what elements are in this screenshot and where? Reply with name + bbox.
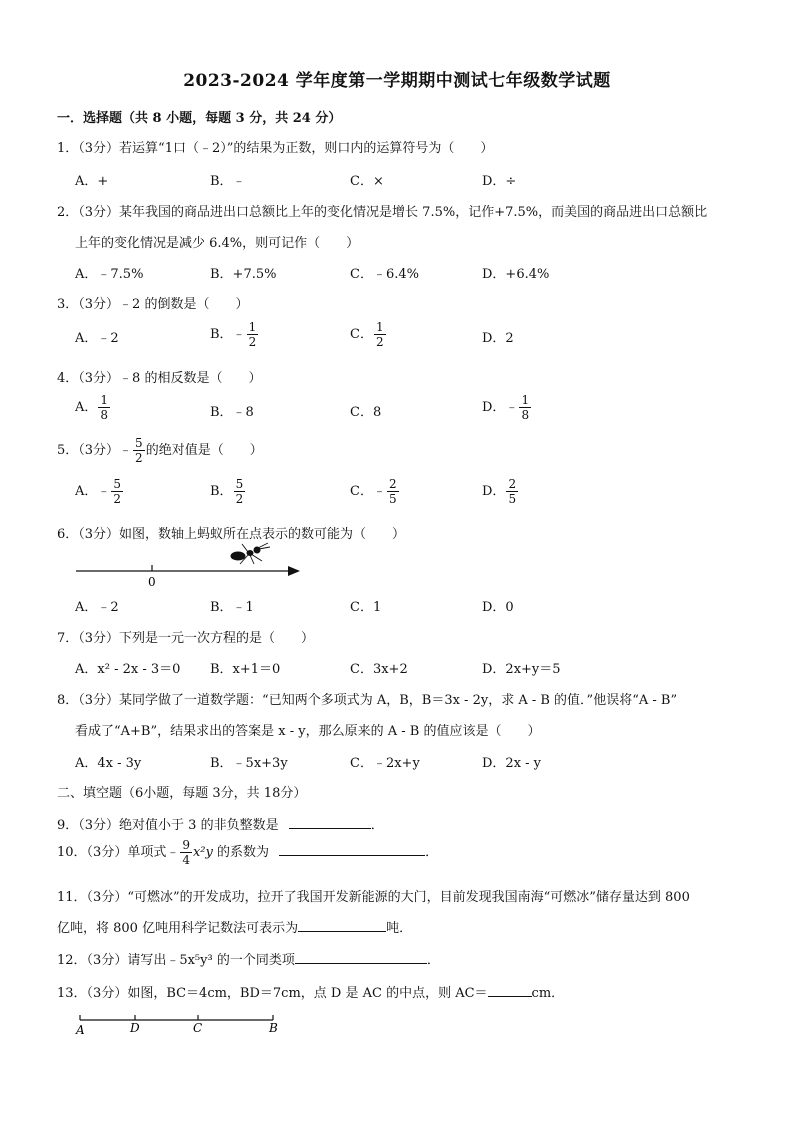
numerator: 5 [135,436,143,450]
q2-option-d[interactable]: D．+6.4% [482,267,550,282]
denominator: 2 [235,492,244,506]
arrow-head-icon [288,566,300,576]
q3-option-c-label: C． [350,327,373,342]
q13-end: cm． [531,986,565,1001]
denominator: 2 [113,492,122,506]
q5-option-a-label: A．﹣ [75,484,111,499]
q4-option-b[interactable]: B．﹣8 [210,405,254,420]
q10-text-mid: 的系数为 [212,845,269,860]
q2-option-b[interactable]: B．+7.5% [210,267,277,282]
q12-text: 12．（3分）请写出﹣5x⁵y³ 的一个同类项 [57,953,295,968]
q5-stem-suffix: 的绝对值是（ ） [145,443,263,458]
q5-option-d[interactable] [482,477,519,506]
q7-option-a[interactable]: A．x² - 2x - 3＝0 [75,662,181,677]
q2-option-c[interactable]: C．﹣6.4% [350,267,419,282]
q7-option-b[interactable]: B．x+1＝0 [210,662,281,677]
denominator: 8 [521,408,530,422]
numerator: 5 [235,477,244,491]
q5-option-c-label: C．﹣ [350,484,386,499]
q12-end: ． [426,953,440,968]
point-label-b: B [269,1021,278,1035]
zero-label: 0 [148,575,156,589]
q3-option-c[interactable] [350,320,387,349]
q4-option-c[interactable]: C．8 [350,405,382,420]
q4-option-d[interactable] [482,393,532,422]
fraction [180,838,192,867]
q9-stem [57,814,384,833]
denominator: 5 [388,492,397,506]
q8-option-b[interactable]: B．﹣5x+3y [210,756,288,771]
numerator: 9 [182,838,190,852]
q9-end: ． [370,818,384,833]
point-label-c: C [193,1021,203,1035]
q1-option-a[interactable]: A．+ [75,174,109,189]
q10-text: 10．（3分）单项式﹣ [57,845,180,860]
fraction [374,320,386,349]
q4-option-a-label: A． [75,400,98,415]
fraction [133,436,145,465]
fraction [387,477,399,506]
q5-option-a[interactable] [75,477,124,506]
q11-end: 吨． [386,921,413,936]
q2-option-a[interactable]: A．﹣7.5% [75,267,144,282]
q1-option-d[interactable]: D．÷ [482,174,517,189]
q7-stem: 7．（3分）下列是一元一次方程的是（ ） [57,631,315,646]
denominator: 2 [135,451,143,465]
numerator: 1 [248,320,257,334]
q5-stem-prefix: 5．（3分）﹣ [57,443,133,458]
q11-stem-line2 [57,917,412,936]
q6-option-c[interactable]: C．1 [350,600,382,615]
q9-answer-blank[interactable] [289,816,371,829]
denominator: 2 [248,335,257,349]
point-label-a: A [76,1023,85,1037]
fraction [506,477,518,506]
q11-text: 亿吨，将 800 亿吨用科学记数法可表示为 [57,921,299,936]
fraction [98,393,110,422]
section-heading-choice: 一．选择题（共 8 小题，每题 3 分，共 24 分） [57,111,342,126]
numerator: 1 [100,393,109,407]
q8-stem-line1: 8．（3分）某同学做了一道数学题：“已知两个多项式为 A，B，B＝3x - 2y，求 A - B 的值．”他误将“A - B” [57,693,678,708]
fraction [247,320,259,349]
fraction [519,393,531,422]
q10-stem [57,838,438,867]
fraction [111,477,123,506]
q2-stem-line1: 2．（3分）某年我国的商品进出口总额比上年的变化情况是增长 7.5%，记作+7.5%，而美国的商品进出口总额比 [57,205,708,220]
q5-option-b-label: B． [210,484,233,499]
q11-answer-blank[interactable] [298,919,386,932]
q13-answer-blank[interactable] [488,984,532,997]
ant-icon [231,543,270,564]
point-label-d: D [130,1021,140,1035]
q5-option-c[interactable] [350,477,400,506]
q13-text: 13．（3分）如图，BC＝4cm，BD＝7cm，点 D 是 AC 的中点，则 AC＝ [57,986,488,1001]
q6-stem: 6．（3分）如图，数轴上蚂蚁所在点表示的数可能为（ ） [57,527,406,542]
q6-option-b[interactable]: B．﹣1 [210,600,254,615]
number-line-figure [72,540,312,590]
numerator: 2 [388,477,397,491]
q13-stem [57,982,564,1001]
denominator: 2 [375,335,384,349]
q8-stem-line2: 看成了“A+B”，结果求出的答案是 x - y，那么原来的 A - B 的值应该是（ ） [75,724,541,739]
q9-text: 9．（3分）绝对值小于 3 的非负整数是 [57,818,279,833]
segment-figure [72,1010,288,1038]
q1-option-b[interactable]: B．﹣ [210,174,246,189]
q10-answer-blank[interactable] [279,843,425,856]
q3-option-b[interactable] [210,320,259,349]
q12-stem [57,949,440,968]
q8-option-d[interactable]: D．2x - y [482,756,542,771]
q4-option-d-label: D．﹣ [482,400,519,415]
numerator: 2 [508,477,517,491]
q8-option-a[interactable]: A．4x - 3y [75,756,142,771]
q3-option-a[interactable]: A．﹣2 [75,331,119,346]
q6-option-d[interactable]: D．0 [482,600,514,615]
q4-option-a[interactable] [75,393,111,422]
q10-end: ． [425,845,439,860]
denominator: 4 [182,853,190,867]
q6-option-a[interactable]: A．﹣2 [75,600,119,615]
q1-stem: 1．（3分）若运算“1口（﹣2）”的结果为正数，则口内的运算符号为（ ） [57,141,494,156]
denominator: 5 [508,492,517,506]
q3-option-d[interactable]: D．2 [482,331,514,346]
q8-option-c[interactable]: C．﹣2x+y [350,756,420,771]
page-title: 2023-2024 学年度第一学期期中测试七年级数学试题 [183,71,611,91]
q10-monomial: x²y [192,845,213,860]
q3-option-b-label: B．﹣ [210,327,246,342]
numerator: 5 [113,477,122,491]
q7-option-d[interactable]: D．2x+y＝5 [482,662,561,677]
q5-option-b[interactable] [210,477,246,506]
q5-stem [57,436,263,465]
numerator: 1 [375,320,384,334]
q3-stem: 3．（3分）﹣2 的倒数是（ ） [57,297,249,312]
fraction [234,477,246,506]
q11-stem-line1: 11．（3分）“可燃冰”的开发成功，拉开了我国开发新能源的大门，目前发现我国南海“可燃冰”储存量达到 800 [57,890,690,905]
q2-stem-line2: 上年的变化情况是减少 6.4%，则可记作（ ） [75,236,360,251]
q4-stem: 4．（3分）﹣8 的相反数是（ ） [57,371,262,386]
q7-option-c[interactable]: C．3x+2 [350,662,408,677]
denominator: 8 [100,408,109,422]
numerator: 1 [521,393,530,407]
q1-option-c[interactable]: C．× [350,174,384,189]
q5-option-d-label: D． [482,484,506,499]
section-heading-fill: 二、填空题（6小题，每题 3分，共 18分） [57,786,307,801]
q12-answer-blank[interactable] [295,951,427,964]
